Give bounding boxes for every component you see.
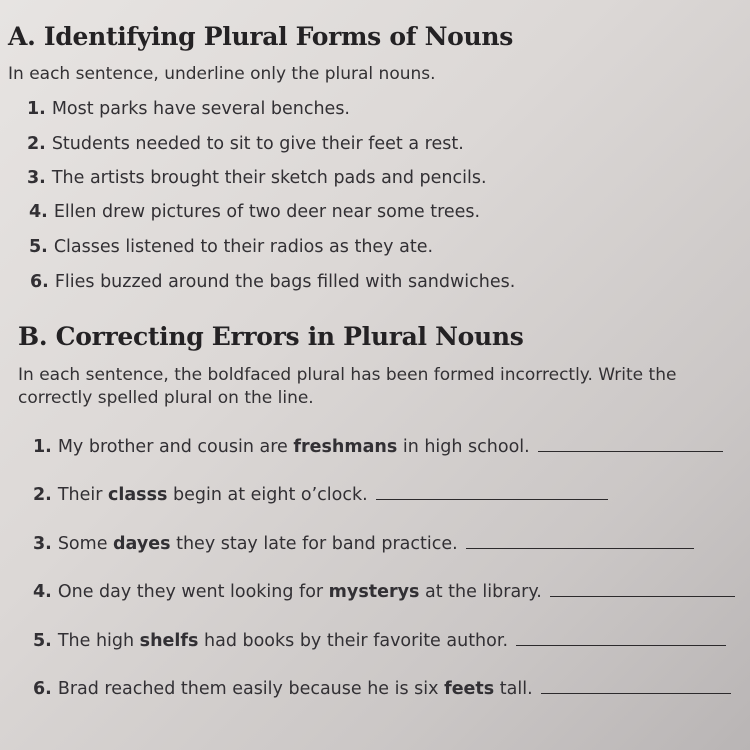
section-b-item-3	[33, 534, 694, 554]
item-text-after: at the library.	[419, 582, 542, 602]
item-text: The artists brought their sketch pads and pencils.	[51, 168, 487, 188]
item-text-before: Brad reached them easily because he is six	[57, 679, 445, 699]
item-number: 1.	[33, 437, 52, 457]
item-text-after: in high school.	[397, 437, 530, 457]
boldfaced-plural: shelfs	[139, 631, 199, 651]
item-number: 5.	[29, 237, 48, 257]
section-a-item-6	[30, 272, 515, 292]
item-text-before: Their	[57, 485, 108, 505]
item-text: Students needed to sit to give their feet a rest.	[51, 134, 464, 154]
section-a-heading: A. Identifying Plural Forms of Nouns	[8, 22, 514, 51]
item-text-before: The high	[57, 631, 140, 651]
item-text-before: One day they went looking for	[57, 582, 329, 602]
section-b-item-2	[33, 485, 608, 505]
item-text-after: had books by their favorite author.	[198, 631, 509, 651]
item-number: 5.	[33, 631, 52, 651]
section-b-heading: B. Correcting Errors in Plural Nouns	[18, 322, 524, 351]
boldfaced-plural: freshmans	[293, 437, 398, 457]
item-number: 3.	[27, 168, 46, 188]
item-number: 4.	[29, 202, 48, 222]
item-text: Ellen drew pictures of two deer near some trees.	[53, 202, 481, 222]
answer-line[interactable]	[466, 547, 694, 549]
section-b-instruction-line-1: In each sentence, the boldfaced plural has been formed incorrectly. Write the	[18, 365, 677, 385]
section-a-item-3	[27, 168, 487, 188]
boldfaced-plural: feets	[444, 679, 495, 699]
boldfaced-plural: classs	[108, 485, 168, 505]
answer-line[interactable]	[376, 498, 608, 500]
item-text-after: tall.	[494, 679, 533, 699]
section-a-instruction: In each sentence, underline only the plural nouns.	[8, 64, 436, 84]
item-text-before: My brother and cousin are	[57, 437, 294, 457]
section-b-item-1	[33, 437, 723, 457]
item-number: 2.	[27, 134, 46, 154]
item-text: Flies buzzed around the bags filled with sandwiches.	[54, 272, 516, 292]
boldfaced-plural: dayes	[113, 534, 171, 554]
answer-line[interactable]	[550, 595, 735, 597]
answer-line[interactable]	[541, 692, 731, 694]
answer-line[interactable]	[516, 644, 726, 646]
section-b-instruction-line-2: correctly spelled plural on the line.	[18, 388, 314, 408]
item-text-before: Some	[57, 534, 114, 554]
item-number: 6.	[33, 679, 52, 699]
section-a-item-2	[27, 134, 464, 154]
section-a-item-5	[29, 237, 433, 257]
section-a-item-1	[27, 99, 350, 119]
item-number: 4.	[33, 582, 52, 602]
item-number: 2.	[33, 485, 52, 505]
item-number: 3.	[33, 534, 52, 554]
item-text-after: begin at eight o’clock.	[167, 485, 368, 505]
item-text: Classes listened to their radios as they ate.	[53, 237, 434, 257]
section-b-item-5	[33, 631, 726, 651]
section-b-item-6	[33, 679, 731, 699]
boldfaced-plural: mysterys	[328, 582, 420, 602]
section-b-item-4	[33, 582, 735, 602]
item-text: Most parks have several benches.	[51, 99, 350, 119]
item-number: 6.	[30, 272, 49, 292]
answer-line[interactable]	[538, 450, 723, 452]
section-a-item-4	[29, 202, 480, 222]
item-number: 1.	[27, 99, 46, 119]
item-text-after: they stay late for band practice.	[170, 534, 458, 554]
